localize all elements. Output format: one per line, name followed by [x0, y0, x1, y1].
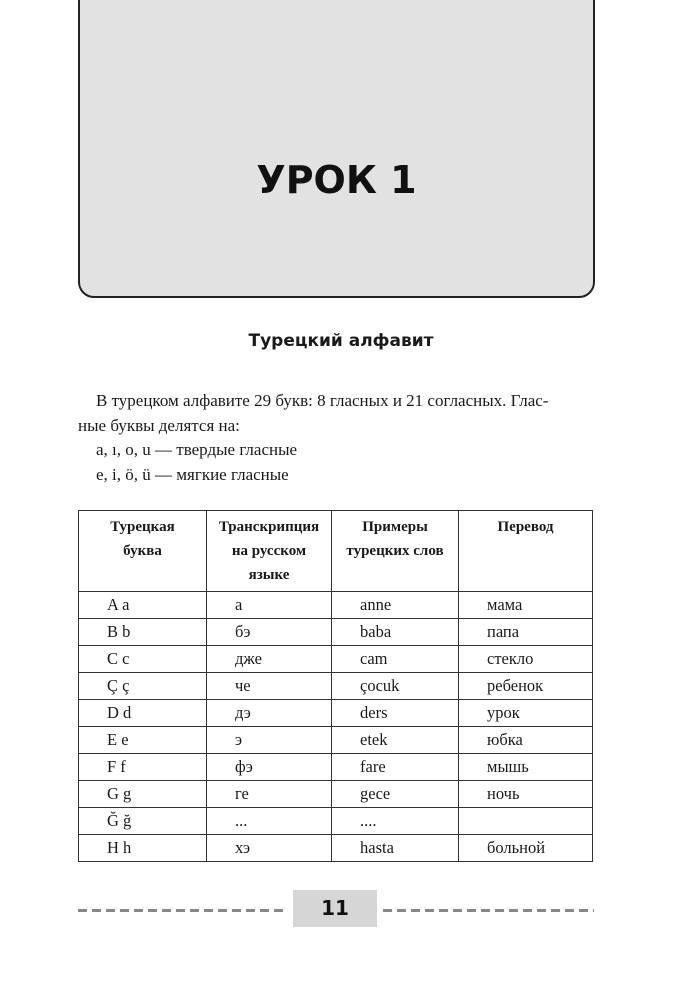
table-row [79, 700, 593, 727]
table-cell: а [207, 592, 332, 619]
table-cell: мама [459, 592, 593, 619]
table-cell: C c [79, 646, 207, 673]
table-cell: ... [207, 808, 332, 835]
table-cell: anne [332, 592, 459, 619]
column-header-line: на русском [231, 543, 307, 559]
table-cell: cam [332, 646, 459, 673]
table-cell: бэ [207, 619, 332, 646]
table-cell: ночь [459, 781, 593, 808]
table-cell: A a [79, 592, 207, 619]
table-row [79, 592, 593, 619]
column-header [207, 511, 332, 592]
table-cell: B b [79, 619, 207, 646]
table-cell: etek [332, 727, 459, 754]
column-header-line: языке [248, 567, 290, 583]
table-cell: э [207, 727, 332, 754]
table-cell: G g [79, 781, 207, 808]
table-cell: baba [332, 619, 459, 646]
column-header-line: Турецкая [110, 519, 175, 535]
column-header [79, 511, 207, 592]
intro-paragraph [78, 389, 593, 487]
table-cell: çocuk [332, 673, 459, 700]
intro-line: ные буквы делятся на: [78, 415, 240, 435]
section-title: Турецкий алфавит [248, 331, 434, 351]
table-row [79, 727, 593, 754]
table-row [79, 835, 593, 862]
table-cell: стекло [459, 646, 593, 673]
table-row [79, 646, 593, 673]
table-header-row [79, 511, 593, 592]
page-number: 11 [293, 890, 377, 927]
table-cell: .... [332, 808, 459, 835]
column-header-line: турецких слов [346, 543, 444, 559]
table-cell: че [207, 673, 332, 700]
table-row [79, 754, 593, 781]
table-row [79, 808, 593, 835]
table-cell: Ğ ğ [79, 808, 207, 835]
intro-line: e, i, ö, ü — мягкие гласные [96, 464, 289, 484]
table-cell: дже [207, 646, 332, 673]
table-cell: урок [459, 700, 593, 727]
table-cell: папа [459, 619, 593, 646]
table-cell: фэ [207, 754, 332, 781]
table-row [79, 673, 593, 700]
alphabet-table [78, 510, 593, 862]
table-cell: H h [79, 835, 207, 862]
table-cell: ребенок [459, 673, 593, 700]
table-cell: D d [79, 700, 207, 727]
column-header-line: Примеры [362, 519, 428, 535]
table-cell: мышь [459, 754, 593, 781]
table-cell: fare [332, 754, 459, 781]
intro-line: a, ı, o, u — твердые гласные [96, 440, 298, 459]
divider-right [383, 909, 594, 912]
table-cell: ге [207, 781, 332, 808]
intro-line: В турецком алфавите 29 букв: 8 гласных и 21 согласных. Глас- [96, 391, 549, 410]
lesson-title: УРОК 1 [256, 158, 417, 202]
column-header-line: буква [123, 543, 162, 559]
table-cell: хэ [207, 835, 332, 862]
table-cell: hasta [332, 835, 459, 862]
table-cell: больной [459, 835, 593, 862]
table-cell [459, 808, 593, 835]
table-cell: ders [332, 700, 459, 727]
table-cell: Ç ç [79, 673, 207, 700]
lesson-header-box [78, 0, 595, 298]
column-header [459, 511, 593, 592]
table-cell: gece [332, 781, 459, 808]
divider-left [78, 909, 285, 912]
table-cell: дэ [207, 700, 332, 727]
table-row [79, 619, 593, 646]
page-footer [78, 890, 594, 927]
table-cell: E e [79, 727, 207, 754]
table-cell: юбка [459, 727, 593, 754]
column-header-line: Транскрипция [218, 519, 320, 535]
table-cell: F f [79, 754, 207, 781]
table-row [79, 781, 593, 808]
column-header [332, 511, 459, 592]
column-header-line: Перевод [497, 519, 554, 535]
